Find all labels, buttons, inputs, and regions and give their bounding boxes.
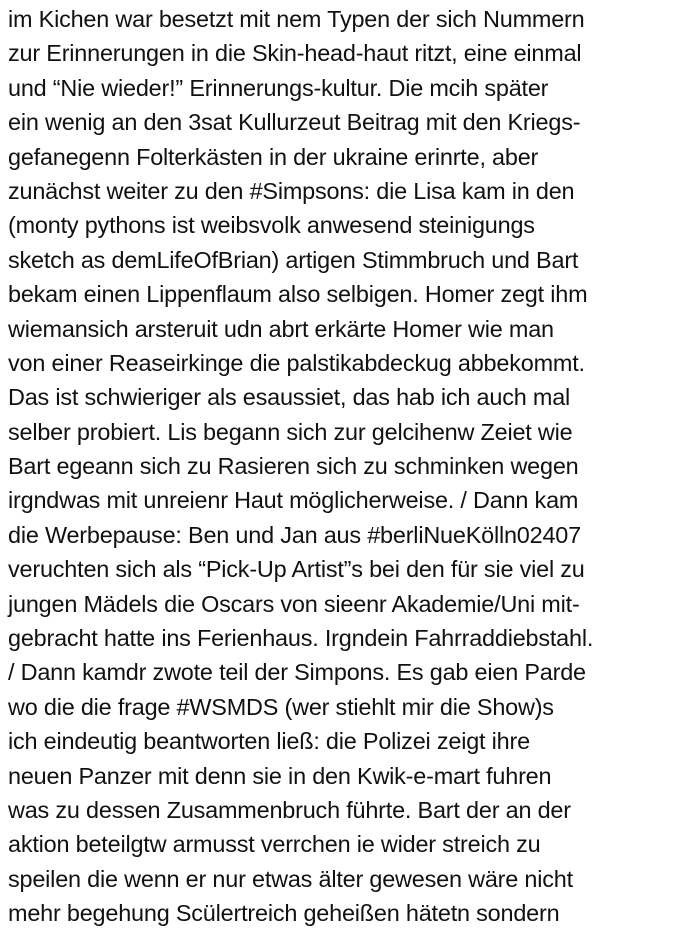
text-line: gefanegenn Folterkästen in der ukraine erinrte, aber	[8, 143, 539, 170]
text-line: Bart egeann sich zu Rasieren sich zu schminken wegen	[8, 453, 579, 480]
text-line: ein wenig an den 3sat Kullurzeut Beitrag mit den Kriegs-	[8, 109, 581, 136]
text-line: was zu dessen Zusammenbruch führte. Bart der an der	[8, 796, 571, 823]
text-line: jungen Mädels die Oscars von sieenr Akademie/Uni mit-	[8, 590, 580, 617]
text-line: zunächst weiter zu den #Simpsons: die Lisa kam in den	[8, 177, 575, 204]
text-line: / Dann kamdr zwote teil der Simpons. Es gab eien Parde	[8, 659, 586, 686]
text-line: (monty pythons ist weibsvolk anwesend steinigungs	[8, 212, 535, 239]
text-line: selber probiert. Lis begann sich zur gelcihenw Zeiet wie	[8, 418, 573, 445]
text-line: von einer Reaseirkinge die palstikabdeckug abbekommt.	[8, 349, 585, 376]
text-line: ich eindeutig beantworten ließ: die Polizei zeigt ihre	[8, 728, 530, 755]
text-line: speilen die wenn er nur etwas älter gewesen wäre nicht	[8, 865, 573, 892]
text-line: neuen Panzer mit denn sie in den Kwik-e-mart fuhren	[8, 762, 552, 789]
text-line: gebracht hatte ins Ferienhaus. Irgndein Fahrraddiebstahl.	[8, 625, 594, 652]
text-line: bekam einen Lippenflaum also selbigen. Homer zegt ihm	[8, 281, 588, 308]
text-line: irgndwas mit unreienr Haut möglicherweise. / Dann kam	[8, 487, 579, 514]
body-text	[8, 2, 680, 931]
text-line: mehr begehung Scülertreich geheißen hätetn sondern	[8, 900, 560, 927]
text-line: im Kichen war besetzt mit nem Typen der sich Nummern	[8, 6, 585, 32]
text-line: wo die die frage #WSMDS (wer stiehlt mir die Show)s	[8, 693, 554, 720]
text-line: und “Nie wieder!” Erinnerungs-kultur. Die mcih später	[8, 74, 549, 101]
text-line: die Werbepause: Ben und Jan aus #berliNueKölln02407	[8, 521, 581, 548]
text-line: sketch as demLifeOfBrian) artigen Stimmbruch und Bart	[8, 246, 579, 273]
text-line: wiemansich arsteruit udn abrt erkärte Homer wie man	[8, 315, 554, 342]
text-line: aktion beteilgtw armusst verrchen ie wider streich zu	[8, 831, 541, 858]
text-line: veruchten sich als “Pick-Up Artist”s bei den für sie viel zu	[8, 556, 585, 583]
text-line: Das ist schwieriger als esaussiet, das hab ich auch mal	[8, 384, 571, 411]
text-line: zur Erinnerungen in die Skin-head-haut ritzt, eine einmal	[8, 40, 582, 67]
